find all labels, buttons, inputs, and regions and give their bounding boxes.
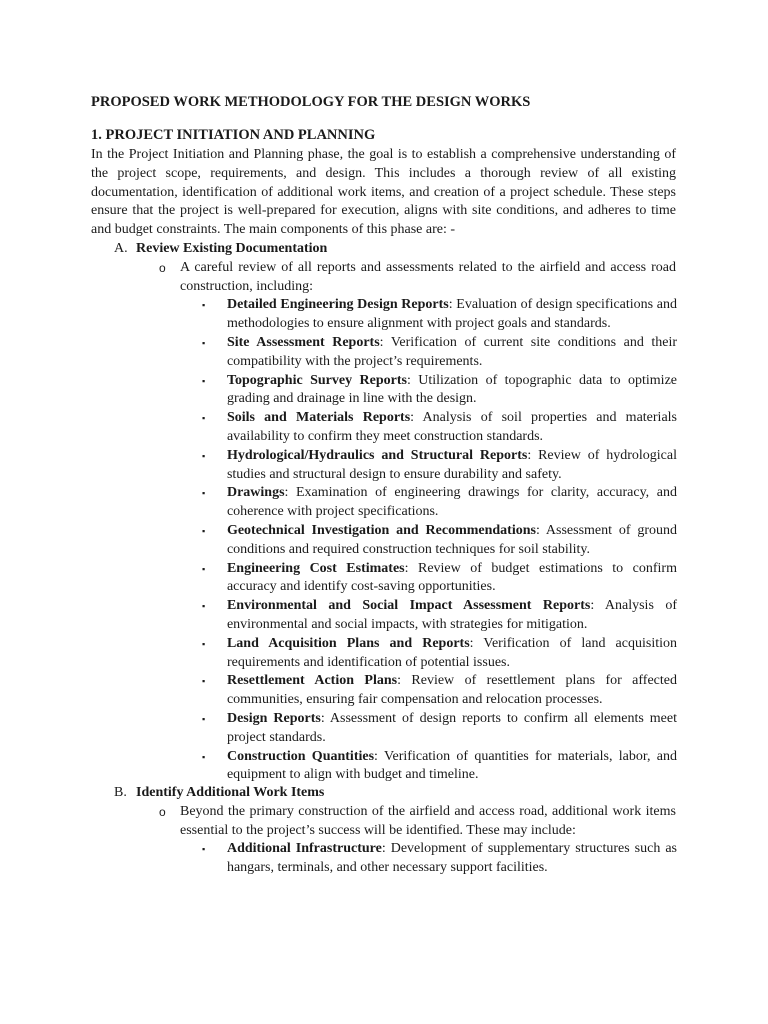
- bullet-text: [227, 748, 677, 786]
- bullet-term: Geotechnical Investigation and Recommendations: [226, 522, 536, 538]
- bullet-text: [227, 447, 677, 485]
- intro-paragraph: In the Project Initiation and Planning phase, the goal is to establish a comprehensive understanding of the project scope, requirements, and design. This includes a thorough review of all existing documentation, identification of additional work items, and creation of a project schedule. These steps ensure that the project is well-prepared for execution, aligns with site conditions, and adheres to time and budget constraints. The main components of this phase are: -: [91, 147, 676, 238]
- square-bullet-icon: ▪: [202, 488, 206, 499]
- bullet-item: [201, 710, 677, 748]
- square-bullet-icon: ▪: [202, 337, 206, 348]
- bullet-term: Site Assessment Reports: [226, 334, 380, 350]
- square-bullet-icon: ▪: [202, 751, 206, 762]
- bullet-description: : Review of resettlement plans for affected communities, ensuring fair compensation and relocation processes.: [226, 673, 677, 708]
- bullet-description: : Assessment of ground conditions and required construction techniques for soil stability.: [226, 522, 677, 557]
- subsection-title: Identify Additional Work Items: [136, 785, 325, 800]
- bullet-description: : Analysis of environmental and social impacts, with strategies for mitigation.: [226, 598, 677, 632]
- square-bullet-icon: ▪: [202, 844, 206, 855]
- bullet-description: : Analysis of soil properties and materials availability to confirm they meet construction standards.: [226, 410, 677, 444]
- bullet-description: : Development of supplementary structures such as hangars, terminals, and other necessary support facilities.: [226, 841, 678, 876]
- square-bullet-icon: ▪: [202, 375, 206, 386]
- bullet-item: [201, 447, 677, 485]
- square-bullet-icon: ▪: [202, 563, 206, 574]
- circle-bullet-icon: o: [159, 804, 166, 819]
- bullet-text: [227, 522, 677, 560]
- bullet-term: Drawings: [226, 485, 285, 501]
- bullet-description: : Utilization of topographic data to optimize grading and drainage in line with the design.: [226, 372, 677, 407]
- square-bullet-list: [201, 296, 677, 785]
- circle-list-item: [159, 803, 677, 841]
- bullet-text: [227, 484, 677, 522]
- bullet-term: Detailed Engineering Design Reports: [226, 297, 449, 313]
- bullet-text: [227, 334, 677, 372]
- bullet-item: [201, 296, 677, 334]
- bullet-description: : Review of budget estimations to confirm accuracy and identify cost-saving opportunities.: [226, 560, 677, 595]
- bullet-item: [201, 597, 677, 635]
- square-bullet-icon: ▪: [202, 638, 206, 649]
- bullet-term: Soils and Materials Reports: [226, 410, 411, 426]
- subsection-review-existing-documentation: [114, 240, 677, 785]
- bullet-item: [201, 372, 677, 410]
- bullet-term: Resettlement Action Plans: [226, 673, 398, 689]
- bullet-term: Environmental and Social Impact Assessment Reports: [226, 598, 591, 614]
- bullet-description: : Evaluation of design specifications and methodologies to ensure alignment with project goals and standards.: [226, 297, 677, 332]
- bullet-description: : Assessment of design reports to confirm all elements meet project standards.: [226, 710, 678, 745]
- subsection-identify-additional-work-items: [114, 784, 677, 878]
- bullet-item: [201, 635, 677, 673]
- bullet-description: : Verification of land acquisition requirements and identification of potential issues.: [226, 635, 677, 670]
- subsection-marker: B.: [114, 785, 127, 800]
- bullet-text: [227, 710, 677, 748]
- square-bullet-icon: ▪: [202, 676, 206, 687]
- bullet-text: [227, 296, 677, 334]
- bullet-term: Construction Quantities: [226, 748, 375, 764]
- square-bullet-icon: ▪: [202, 713, 206, 724]
- bullet-term: Topographic Survey Reports: [226, 372, 407, 388]
- bullet-item: [201, 672, 677, 710]
- bullet-description: : Verification of current site conditions and their compatibility with the project’s requirements.: [226, 334, 678, 369]
- bullet-text: [227, 672, 677, 710]
- subsection-marker: A.: [114, 241, 128, 256]
- document-title: PROPOSED WORK METHODOLOGY FOR THE DESIGN WORKS: [91, 94, 531, 110]
- circle-item-text: A careful review of all reports and assessments related to the airfield and access road construction, including:: [180, 259, 676, 294]
- bullet-item: [201, 560, 677, 598]
- square-bullet-icon: ▪: [202, 413, 206, 424]
- bullet-text: [227, 372, 677, 410]
- bullet-text: [227, 840, 677, 878]
- bullet-item: [201, 748, 677, 786]
- bullet-item: [201, 840, 677, 878]
- bullet-description: : Examination of engineering drawings for clarity, accuracy, and coherence with project specifications.: [226, 485, 677, 520]
- bullet-text: [227, 597, 677, 635]
- square-bullet-icon: ▪: [202, 300, 206, 311]
- bullet-item: [201, 484, 677, 522]
- bullet-item: [201, 409, 677, 447]
- circle-list-item: [159, 259, 677, 297]
- bullet-description: : Review of hydrological studies and structural design to ensure durability and safety.: [226, 447, 677, 482]
- square-bullet-list: [201, 840, 677, 878]
- square-bullet-icon: ▪: [202, 601, 206, 612]
- section-heading: 1. PROJECT INITIATION AND PLANNING: [91, 127, 376, 143]
- bullet-item: [201, 334, 677, 372]
- bullet-text: [227, 409, 677, 447]
- bullet-term: Additional Infrastructure: [226, 841, 382, 857]
- bullet-term: Land Acquisition Plans and Reports: [226, 635, 470, 651]
- bullet-term: Engineering Cost Estimates: [226, 560, 405, 576]
- bullet-term: Hydrological/Hydraulics and Structural Reports: [226, 447, 528, 463]
- circle-bullet-icon: o: [159, 260, 166, 275]
- bullet-description: : Verification of quantities for materials, labor, and equipment to align with budget and timeline.: [226, 748, 677, 783]
- bullet-text: [227, 560, 677, 598]
- bullet-term: Design Reports: [226, 710, 321, 726]
- bullet-item: [201, 522, 677, 560]
- bullet-text: [227, 635, 677, 673]
- subsection-heading: [114, 784, 677, 803]
- circle-item-text: Beyond the primary construction of the airfield and access road, additional work items essential to the project’s success will be identified. These may include:: [180, 803, 676, 838]
- subsection-heading: [114, 240, 677, 259]
- subsection-title: Review Existing Documentation: [136, 241, 328, 256]
- square-bullet-icon: ▪: [202, 450, 206, 461]
- square-bullet-icon: ▪: [202, 525, 206, 536]
